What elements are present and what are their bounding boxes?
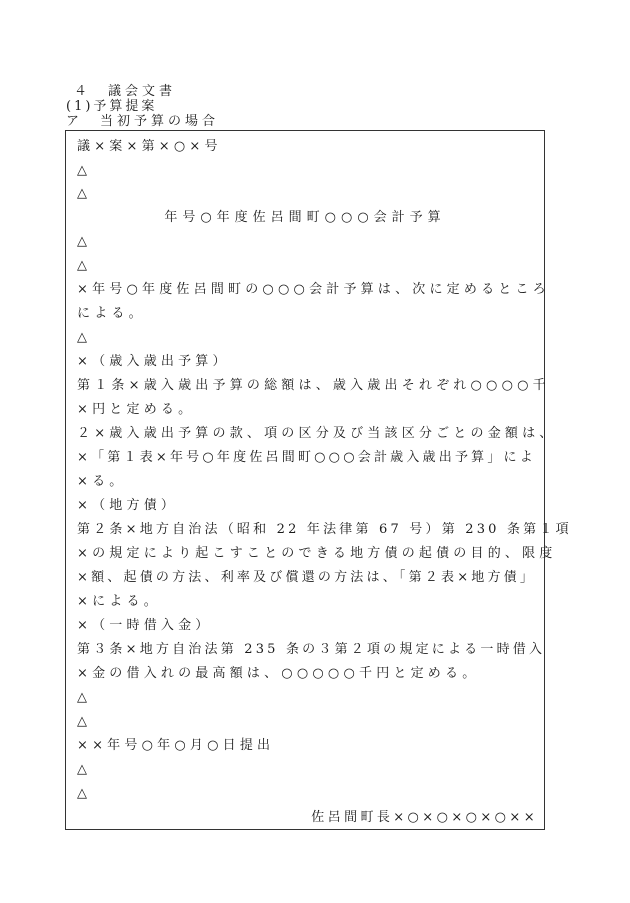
- body-line: ×年号○年度佐呂間町の○○○会計予算は、次に定めるところ: [77, 282, 550, 297]
- bill-number: 議×案×第×○×号: [77, 139, 222, 154]
- section-heading: ４ 議会文書: [74, 84, 177, 99]
- body-line: ×金の借入れの最高額は、○○○○○千円と定める。: [77, 666, 480, 681]
- item-heading: ア 当初予算の場合: [66, 114, 220, 129]
- blank-marker: △: [77, 714, 87, 729]
- body-line: ×円と定める。: [77, 402, 196, 417]
- signatory: 佐呂間町長×○×○×○×○××: [311, 810, 538, 825]
- article-caption: ×（歳入歳出予算）: [77, 354, 230, 369]
- body-line: 第３条×地方自治法第 235 条の３第２項の規定による一時借入: [77, 642, 546, 657]
- body-line: による。: [77, 306, 146, 321]
- blank-marker: △: [77, 690, 87, 705]
- submission-date: ××年号○年○月○日提出: [77, 738, 275, 753]
- blank-marker: △: [77, 258, 87, 273]
- body-line: ×「第１表×年号○年度佐呂間町○○○会計歳入歳出予算」によ: [77, 450, 536, 465]
- blank-marker: △: [77, 186, 87, 201]
- blank-marker: △: [77, 163, 87, 178]
- body-line: 第２条×地方自治法（昭和 22 年法律第 67 号）第 230 条第１項: [77, 522, 572, 537]
- article-caption: ×（一時借入金）: [77, 618, 213, 633]
- body-line: ×の規定により起こすことのできる地方債の起債の目的、限度: [77, 546, 557, 561]
- subsection-heading: (1)予算提案: [66, 99, 158, 114]
- blank-marker: △: [77, 234, 87, 249]
- body-line: 第１条×歳入歳出予算の総額は、歳入歳出それぞれ○○○○千: [77, 378, 550, 393]
- body-line: ×による。: [77, 594, 161, 609]
- document-title: 年号○年度佐呂間町○○○会計予算: [164, 210, 446, 225]
- body-line: ２×歳入歳出予算の款、項の区分及び当該区分ごとの金額は、: [77, 426, 557, 441]
- document-frame: [65, 130, 545, 830]
- body-line: ×る。: [77, 474, 127, 489]
- body-line: ×額、起債の方法、利率及び償還の方法は、「第２表×地方債」: [77, 570, 537, 585]
- article-caption: ×（地方債）: [77, 498, 179, 513]
- blank-marker: △: [77, 762, 87, 777]
- blank-marker: △: [77, 786, 87, 801]
- blank-marker: △: [77, 330, 87, 345]
